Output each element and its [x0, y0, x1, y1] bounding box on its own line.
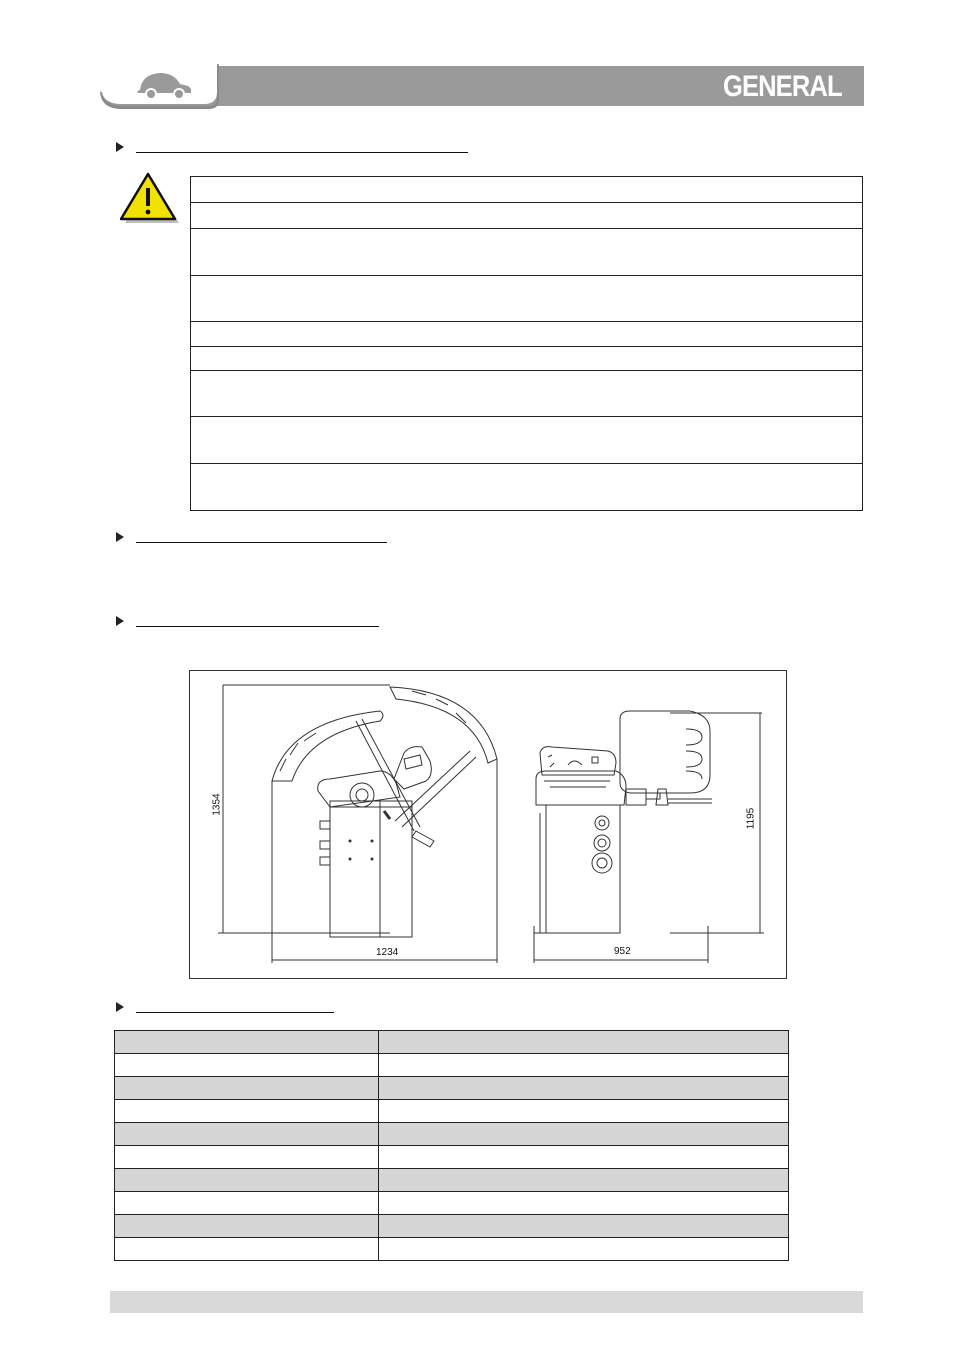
table-row — [115, 1215, 789, 1238]
table-row — [115, 1123, 789, 1146]
section-heading-2 — [116, 530, 406, 550]
heading-underline — [136, 152, 468, 153]
warning-triangle-icon — [120, 172, 180, 224]
bullet-arrow-icon — [116, 532, 124, 542]
warning-row — [191, 347, 863, 371]
warning-row — [191, 464, 863, 511]
car-icon — [137, 73, 191, 99]
heading-underline — [136, 626, 379, 627]
dim-width-side: 952 — [614, 946, 631, 957]
warning-row — [191, 322, 863, 347]
dimensions-figure — [189, 670, 787, 979]
table-row — [115, 1192, 789, 1215]
table-row — [115, 1146, 789, 1169]
table-row — [115, 1238, 789, 1261]
table-row — [115, 1054, 789, 1077]
dim-width-front: 1234 — [376, 947, 399, 958]
warning-row — [191, 371, 863, 417]
warning-row — [191, 203, 863, 229]
bullet-arrow-icon — [116, 142, 124, 152]
section-heading-1 — [116, 140, 476, 160]
machine-drawing — [190, 671, 788, 980]
warning-row — [191, 417, 863, 464]
header-bar — [217, 66, 864, 106]
dim-height-side: 1195 — [745, 807, 757, 830]
heading-underline — [136, 542, 387, 543]
footer-bar — [110, 1291, 863, 1313]
section-heading-3 — [116, 614, 406, 634]
warning-row — [191, 177, 863, 203]
spec-table — [114, 1030, 789, 1261]
table-row — [115, 1077, 789, 1100]
heading-underline — [136, 1012, 334, 1013]
bullet-arrow-icon — [116, 1002, 124, 1012]
section-title: GENERAL — [723, 70, 842, 103]
section-heading-4 — [116, 1000, 356, 1020]
warning-row — [191, 229, 863, 276]
dim-height-front: 1354 — [211, 793, 223, 816]
bullet-arrow-icon — [116, 616, 124, 626]
table-row — [115, 1169, 789, 1192]
warning-table — [190, 176, 863, 511]
table-row — [115, 1100, 789, 1123]
warning-row — [191, 276, 863, 322]
header-tab — [100, 62, 222, 112]
table-row — [115, 1031, 789, 1054]
